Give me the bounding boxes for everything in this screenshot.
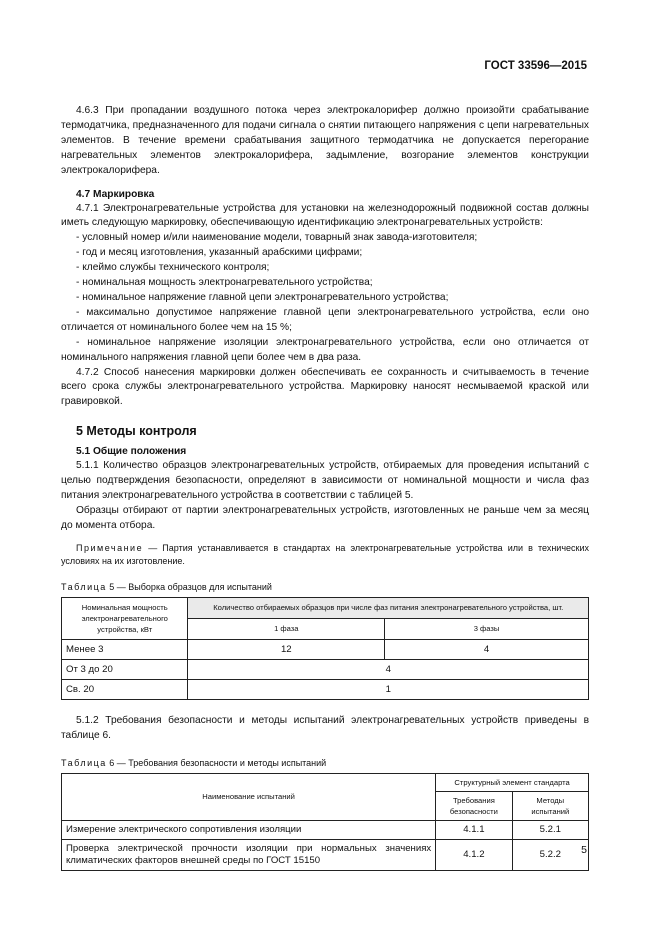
list-item: - клеймо службы технического контроля; <box>76 262 270 274</box>
paragraph-4-7-1: 4.7.1 Электронагревательные устройства для установки на железнодорожный подвижной состав должны иметь следующую маркировку, обеспечивающую идентификацию электронагревательных устройств: <box>61 202 589 229</box>
table-cell: 4 <box>385 639 589 659</box>
table-cell: 5.2.1 <box>512 820 588 839</box>
table-cell: 1 <box>188 679 589 699</box>
heading-section-5: 5 Методы контроля <box>76 424 197 439</box>
table-row <box>62 659 589 679</box>
list-item: - максимально допустимое напряжение главной цепи электронагревательного устройства, если оно отличается от номинального более чем на 15 %; <box>61 306 589 333</box>
page-number: 5 <box>581 844 587 856</box>
table-cell: 4 <box>188 659 589 679</box>
table-6 <box>61 773 589 871</box>
table-6-header-requirements: Требования безопасности <box>436 791 512 820</box>
note-label: Примечание <box>76 542 144 553</box>
heading-5-1: 5.1 Общие положения <box>76 446 187 458</box>
table-5-header-1-phase: 1 фаза <box>188 618 385 639</box>
table-6-caption-text: 6 — Требования безопасности и методы испытаний <box>106 757 327 768</box>
table-row <box>62 679 589 699</box>
table-row <box>62 639 589 659</box>
paragraph-5-1-2: 5.1.2 Требования безопасности и методы испытаний электронагревательных устройств приведены в таблице 6. <box>61 714 589 741</box>
document-header: ГОСТ 33596—2015 <box>484 60 587 72</box>
table-6-caption-label: Таблица <box>61 757 107 768</box>
table-cell: Св. 20 <box>62 679 188 699</box>
table-row <box>62 839 589 870</box>
list-item: - условный номер и/или наименование модели, товарный знак завода-изготовителя; <box>76 232 478 244</box>
heading-4-7: 4.7 Маркировка <box>76 188 155 200</box>
table-cell: 4.1.1 <box>436 820 512 839</box>
table-6-header-methods: Методы испытаний <box>512 791 588 820</box>
table-cell: 12 <box>188 639 385 659</box>
table-5-caption-text: 5 — Выборка образцов для испытаний <box>106 581 272 592</box>
table-5-caption-label: Таблица <box>61 581 107 592</box>
table-cell: Измерение электрического сопротивления изоляции <box>62 820 436 839</box>
table-5-caption <box>61 582 589 592</box>
table-6-header-struct: Структурный элемент стандарта <box>436 773 589 791</box>
paragraph-4-6-3: 4.6.3 При пропадании воздушного потока через электрокалорифер должно произойти срабатывание термодатчика, предназначенного для подачи сигнала о снятии питающего напряжения с цепи нагревательных элементов. В течение времени срабатывания защитного термодатчика не допускается перегорание нагревательных элементов электрокалорифера, задымление, возгорание элементов конструкции электрокалорифера. <box>61 105 589 176</box>
table-cell: 4.1.2 <box>436 839 512 870</box>
table-6-caption <box>61 758 589 768</box>
paragraph-5-1-1-samples: Образцы отбирают от партии электронагревательных устройств, изготовленных не раньше чем за месяц до момента отбора. <box>61 504 589 531</box>
list-item: - номинальное напряжение главной цепи электронагревательного устройства; <box>76 291 449 303</box>
paragraph-5-1-1: 5.1.1 Количество образцов электронагревательных устройств, отбираемых для проведения испытаний с целью подтверждения безопасности, определяют в зависимости от номинальной мощности и числа фаз питания электронагревательного устройства в соответствии с таблицей 5. <box>61 460 589 502</box>
table-5-header-power: Номинальная мощность электронагревательного устройства, кВт <box>62 597 188 639</box>
paragraph-4-7-2: 4.7.2 Способ нанесения маркировки должен обеспечивать ее сохранность и считываемость в течение всего срока службы электронагревательного устройства. Маркировку наносят несмываемой краской или гравировкой. <box>61 366 589 408</box>
table-cell: Менее 3 <box>62 639 188 659</box>
table-5-header-3-phase: 3 фазы <box>385 618 589 639</box>
table-6-header-name: Наименование испытаний <box>62 773 436 820</box>
table-row <box>62 820 589 839</box>
table-cell: От 3 до 20 <box>62 659 188 679</box>
note-text: — Партия устанавливается в стандартах на электронагревательные устройства или в технических условиях на их изготовление. <box>61 542 589 566</box>
table-5-header-count: Количество отбираемых образцов при числе фаз питания электронагревательного устройства, шт. <box>188 597 589 618</box>
table-cell: 5.2.2 <box>512 839 588 870</box>
list-item: - номинальное напряжение изоляции электронагревательного устройства, если оно отличается от номинального напряжения главной цепи более чем в два раза. <box>61 336 589 363</box>
note <box>61 542 589 568</box>
list-item: - номинальная мощность электронагревательного устройства; <box>76 277 373 289</box>
page-content <box>61 104 589 871</box>
list-item: - год и месяц изготовления, указанный арабскими цифрами; <box>76 247 363 259</box>
table-5 <box>61 597 589 700</box>
table-cell: Проверка электрической прочности изоляции при нормальных значениях климатических факторов внешней среды по ГОСТ 15150 <box>62 839 436 870</box>
